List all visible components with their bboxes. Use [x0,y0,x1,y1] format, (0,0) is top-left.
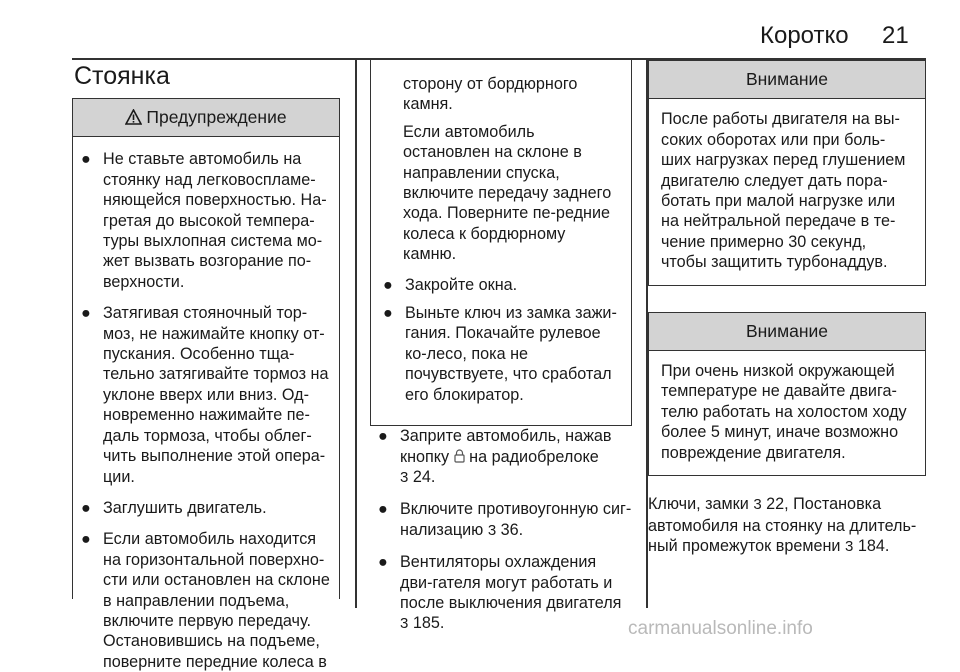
list-item-text-continued: на радиобрелоке [469,447,599,466]
notice-box-text: После работы двигателя на вы-соких оборотах или при боль-ших нагрузках перед глушением двигателю следует дать пора-ботать при малой нагрузке или на нейтральной передаче в те-чение примерно 30 секунд, чтобы защитить турбонаддув. [661,110,906,272]
continuation-paragraph: Если автомобиль остановлен на склоне в направлении спуска, включите передачу заднего хода. Поверните пе-редние колеса к бордюрному камню. [403,122,612,264]
notice-box-text: При очень низкой окружающей температуре не давайте двига-телю работать на холостом ходу более 5 минут, иначе возможно повреждение двигателя. [661,362,907,462]
list-item-text: Если автомобиль находится на горизонтальной поверхно-сти или остановлен на склоне в направлении подъема, включите первую передачу. Остановившись на подъеме, поверните передние колеса в [103,530,330,671]
page-header-title: Коротко [760,22,849,49]
bullet-icon: ● [383,304,393,323]
list-item [370,552,632,635]
list-item-text: Закройте окна. [405,275,518,294]
list-item-text: Включите противоугонную сиг-нализацию [400,500,632,539]
column-1 [72,98,340,671]
column-divider-left [355,60,357,608]
cross-reference-icon: 3 [400,468,409,486]
notice-box-header: Внимание [649,313,925,351]
column-2 [370,60,632,635]
cross-reference-link[interactable]: 184. [857,536,890,555]
cross-reference-link[interactable]: 185. [412,614,445,633]
warning-triangle-icon [125,107,142,127]
list-item-text: Заглушить двигатель. [103,498,267,517]
list-item [375,275,621,295]
continuation-paragraph: сторону от бордюрного камня. [403,75,578,114]
list-item [370,426,632,488]
list-item [370,499,632,541]
bullet-icon: ● [81,498,91,517]
cross-reference-link[interactable]: 24. [412,467,436,486]
list-item [375,303,621,405]
list-item [73,303,333,487]
list-item-text: Вентиляторы охлаждения дви-гателя могут работать и после выключения двигателя [400,553,622,612]
parking-steps-list [370,426,632,635]
cross-reference-link[interactable]: 22, Постановка автомобиля на стоянку на длитель-ный промежуток времени [648,495,917,555]
list-item [73,149,333,292]
list-item-text: Заприте автомобиль, нажав кнопку [400,427,612,466]
warning-box-header [73,99,339,137]
cross-references [648,494,926,557]
list-item [73,529,333,672]
bullet-icon: ● [378,553,388,572]
cross-reference-icon: 3 [753,496,762,514]
cross-reference-link[interactable]: 36. [500,520,524,539]
bullet-icon: ● [81,530,91,549]
warning-box-title: Предупреждение [146,107,287,127]
bullet-icon: ● [378,500,388,519]
lock-icon [454,448,470,466]
column-3 [648,60,926,557]
notice-box-header: Внимание [649,61,925,99]
bullet-icon: ● [81,304,91,323]
notice-box [648,60,926,286]
warning-box-body [73,137,339,672]
list-item-text: Выньте ключ из замка зажи-гания. Покачайте рулевое ко-лесо, пока не почувствуете, что сработал его блокиратор. [405,304,617,404]
section-title: Стоянка [74,62,170,90]
continuation-list [375,275,621,405]
cross-reference-prefix: Ключи, замки [648,495,749,514]
cross-reference-icon: 3 [844,537,854,555]
warning-box [72,98,340,671]
list-item-text: Не ставьте автомобиль на стоянку над легковоспламе-няющейся поверхностью. На-гретая до высокой темпера-туры выхлопная система мо-жет вызвать возгорание по-верхности. [103,150,327,291]
cross-reference-icon: 3 [487,521,497,539]
list-item-text: Затягивая стояночный тор-моз, не нажимайте кнопку от-пускания. Особенно тща-тельно затягивайте тормоз на уклоне вверх или вниз. Од-новременно нажимайте пе-даль тормоза, чтобы облег-чить выполнение этой опера-ции. [103,304,329,486]
bullet-icon: ● [378,427,388,446]
watermark: carmanualsonline.info [628,618,813,639]
page-number: 21 [882,22,909,49]
list-item [73,498,333,518]
warning-box-continuation [370,60,632,426]
notice-box [648,312,926,476]
cross-reference-icon: 3 [400,615,409,633]
warning-list [73,149,333,672]
bullet-icon: ● [81,150,91,169]
bullet-icon: ● [383,275,393,294]
